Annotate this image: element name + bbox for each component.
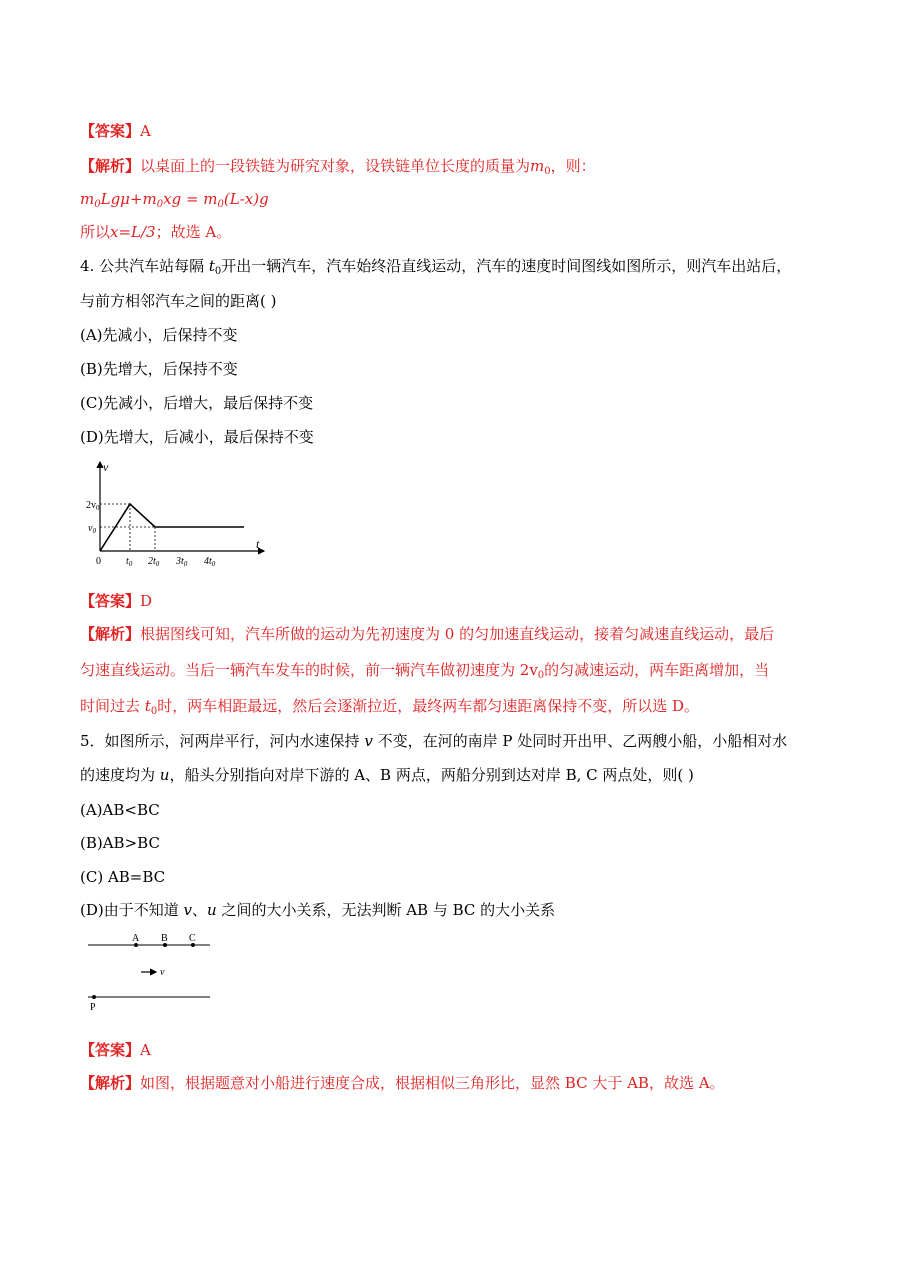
t-axis-label: t <box>256 537 260 551</box>
q4-analysis-line3: 时间过去 $t_0$时，两车相距最远，然后会逐渐拉近，最终两车都匀速距离保持不变，所以选 D。 <box>80 697 699 717</box>
q4-option-a: (A)先减小，后保持不变 <box>80 326 238 344</box>
q5-stem-line2: 的速度均为 u，船头分别指向对岸下游的 A、B 两点，两船分别到达对岸 B, C 两点处，则( ) <box>80 766 694 784</box>
svg-text:C: C <box>189 933 196 944</box>
q5-stem-line1: 5．如图所示，河两岸平行，河内水速保持 v 不变，在河的南岸 P 处同时开出甲、乙两艘小船，小船相对水 <box>80 732 788 750</box>
q4-option-c: (C)先减小，后增大，最后保持不变 <box>80 394 314 412</box>
analysis-tag: 【解析】 <box>80 157 141 175</box>
q3-equation: $m_0Lg\mu+m_0xg = m_0(L-x)g$ <box>80 190 269 210</box>
river-figure <box>84 928 219 1014</box>
q4-analysis-line2: 匀速直线运动。当后一辆汽车发车的时候，前一辆汽车做初速度为 $2v_0$的匀减速运动，两车距离增加，当 <box>80 661 770 681</box>
y-tick-2v0: $2v_0$ <box>86 500 100 512</box>
q5-option-b: (B)AB>BC <box>80 834 160 852</box>
q3-conclusion: 所以x=L/3；故选 A。 <box>80 223 232 241</box>
q4-option-d: (D)先增大，后减小，最后保持不变 <box>80 428 314 446</box>
v-axis-label: v <box>103 460 109 474</box>
q3-answer <box>80 121 151 141</box>
answer-tag: 【答案】 <box>80 122 141 140</box>
origin-label: 0 <box>96 556 101 567</box>
svg-text:A: A <box>132 933 140 944</box>
y-tick-v0: $v_0$ <box>88 523 96 535</box>
analysis-text: 以桌面上的一段铁链为研究对象，设铁链单位长度的质量为 <box>140 157 531 175</box>
x-tick-3t0: $3t_0$ <box>176 556 188 568</box>
q5-analysis: 【解析】如图，根据题意对小船进行速度合成，根据相似三角形比，显然 BC 大于 AB，故选 A。 <box>80 1074 725 1092</box>
q4-stem-line1: 4. 公共汽车站每隔 $t_0$开出一辆汽车，汽车始终沿直线运动，汽车的速度时间图线如图所示，则汽车出站后， <box>80 257 792 277</box>
answer-value: A <box>140 122 151 140</box>
svg-text:v: v <box>160 967 165 978</box>
x-tick-t0: $t_0$ <box>126 556 133 568</box>
x-tick-2t0: $2t_0$ <box>148 556 160 568</box>
q5-option-a: (A)AB<BC <box>80 801 160 819</box>
x-tick-4t0: $4t_0$ <box>204 556 216 568</box>
point-p <box>92 995 96 999</box>
velocity-line <box>100 504 244 551</box>
q4-analysis-line1: 【解析】根据图线可知，汽车所做的运动为先初速度为 0 的匀加速直线运动，接着匀减速直线运动，最后 <box>80 625 775 643</box>
svg-text:B: B <box>161 933 168 944</box>
q5-option-c: (C) AB=BC <box>80 868 166 886</box>
q4-stem-line2: 与前方相邻汽车之间的距离( ) <box>80 292 277 310</box>
q5-option-d: (D)由于不知道 v、u 之间的大小关系，无法判断 AB 与 BC 的大小关系 <box>80 901 556 919</box>
q4-option-b: (B)先增大，后保持不变 <box>80 360 238 378</box>
q4-answer: 【答案】D <box>80 592 153 610</box>
velocity-time-graph <box>84 458 274 570</box>
q5-answer: 【答案】A <box>80 1041 151 1059</box>
svg-text:P: P <box>90 1002 96 1013</box>
q3-analysis: 【解析】以桌面上的一段铁链为研究对象，设铁链单位长度的质量为$m_0$，则： <box>80 157 596 177</box>
